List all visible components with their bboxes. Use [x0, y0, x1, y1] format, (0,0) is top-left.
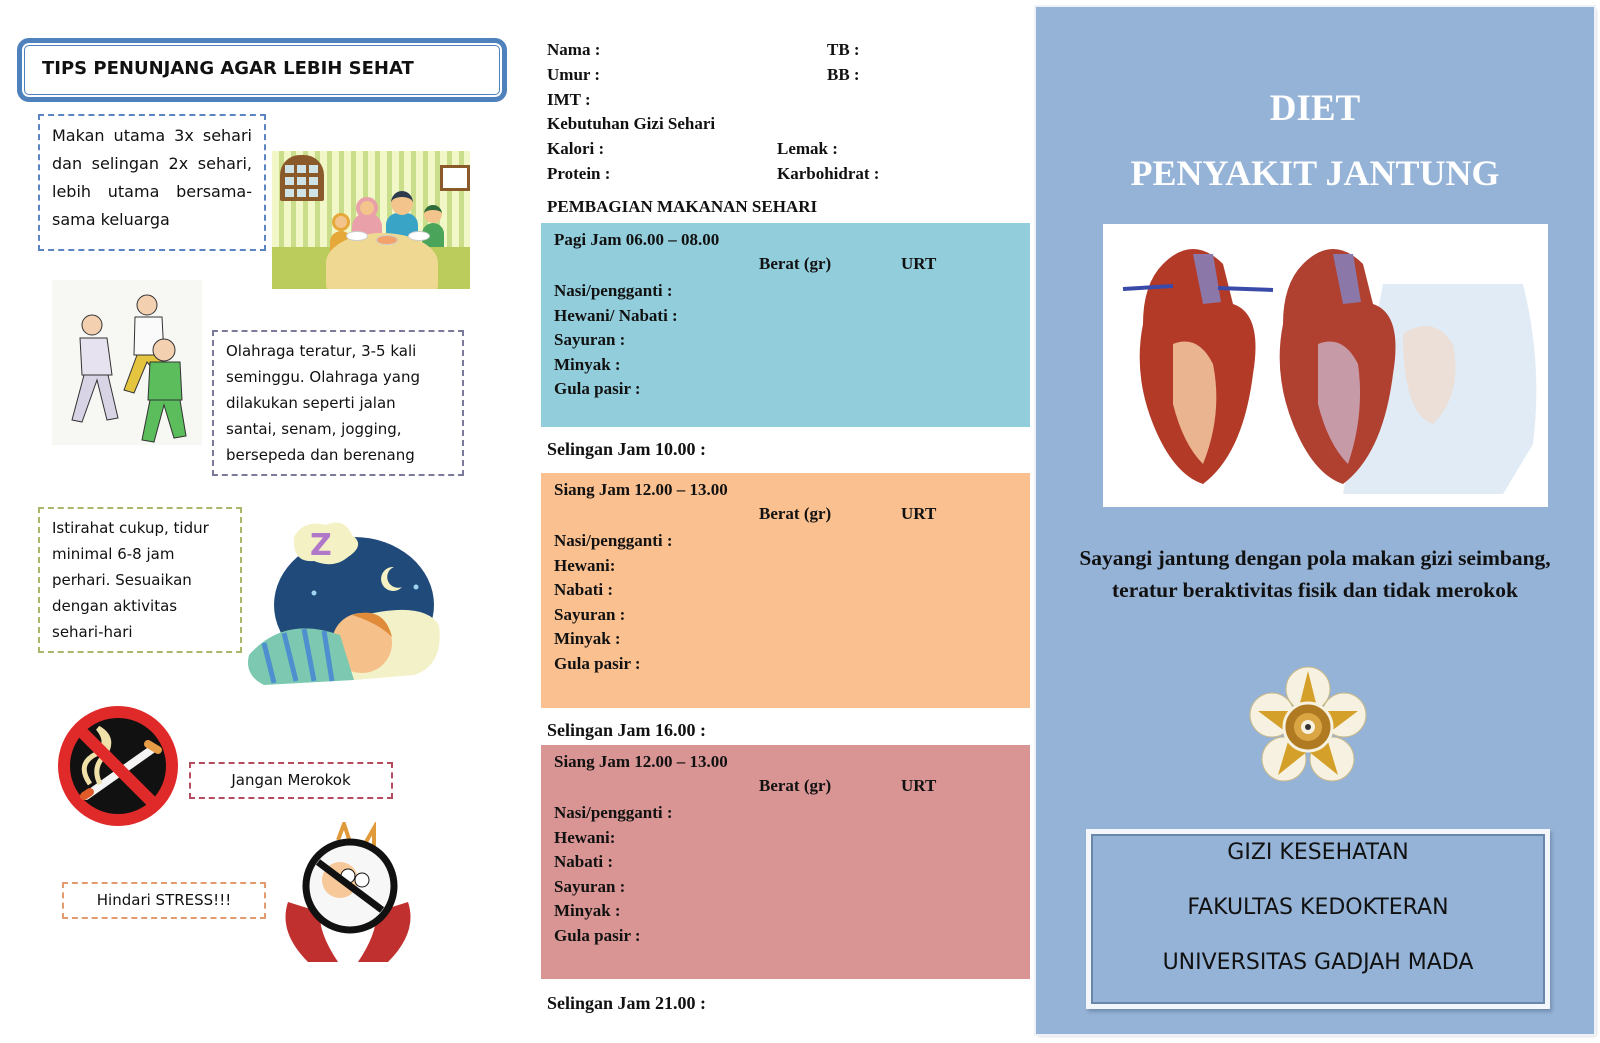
cover-title-diet: DIET [1269, 88, 1361, 129]
ugm-logo [1246, 665, 1370, 789]
meal-block-breakfast [541, 223, 1030, 427]
meal-row: Minyak : [554, 629, 621, 649]
meal-row: Nabati : [554, 852, 614, 872]
meal-row: Hewani/ Nabati : [554, 305, 678, 325]
meal-row: Gula pasir : [554, 925, 641, 945]
column-berat: Berat (gr) [759, 254, 832, 273]
tip-no-smoking: Jangan Merokok [189, 762, 393, 799]
column-urt: URT [901, 254, 937, 273]
field-nama: Nama : [547, 40, 601, 59]
meal-title: Siang Jam 12.00 – 13.00 [554, 480, 728, 499]
tip-avoid-stress: Hindari STRESS!!! [62, 882, 266, 919]
field-kebutuhan-gizi: Kebutuhan Gizi Sehari [547, 114, 716, 133]
meal-row: Gula pasir : [554, 379, 641, 399]
field-protein: Protein : [547, 164, 611, 183]
running-people-illustration [52, 280, 202, 445]
meal-row: Nasi/pengganti : [554, 281, 673, 300]
cover-slogan [1036, 542, 1594, 606]
meal-title: Siang Jam 12.00 – 13.00 [554, 752, 728, 771]
meal-row: Sayuran : [554, 876, 626, 896]
meal-row: Gula pasir : [554, 653, 641, 673]
meal-row: Nabati : [554, 580, 614, 600]
field-bb: BB : [827, 65, 860, 84]
institution-dept: GIZI KESEHATAN [1227, 840, 1409, 865]
field-tb: TB : [827, 40, 860, 59]
meal-row: Nasi/pengganti : [554, 531, 673, 550]
meal-block-lunch [541, 473, 1030, 708]
slogan-line-1: Sayangi jantung dengan pola makan gizi seimbang, [1079, 546, 1551, 570]
cover-panel [1036, 7, 1594, 1034]
field-umur: Umur : [547, 65, 601, 84]
field-karbohidrat: Karbohidrat : [777, 164, 880, 183]
heart-anatomy-illustration [1103, 224, 1548, 507]
snack-1000: Selingan Jam 10.00 : [547, 439, 707, 459]
meal-row: Nasi/pengganti : [554, 803, 673, 822]
meal-row: Minyak : [554, 901, 621, 921]
tips-title-box [17, 38, 507, 102]
tips-title: TIPS PENUNJANG AGAR LEBIH SEHAT [42, 58, 414, 79]
institution-box [1086, 829, 1550, 1009]
sleeping-child-illustration [244, 515, 444, 690]
field-lemak: Lemak : [777, 139, 838, 158]
column-urt: URT [901, 504, 937, 523]
meal-row: Hewani: [554, 827, 616, 847]
cover-title-disease: PENYAKIT JANTUNG [1130, 153, 1500, 193]
snack-1600: Selingan Jam 16.00 : [547, 720, 707, 740]
column-berat: Berat (gr) [759, 504, 832, 523]
no-smoking-icon [56, 704, 180, 828]
field-kalori: Kalori : [547, 139, 605, 158]
meal-title: Pagi Jam 06.00 – 08.00 [554, 230, 720, 249]
meal-block-dinner [541, 745, 1030, 979]
column-berat: Berat (gr) [759, 776, 832, 795]
meal-row: Minyak : [554, 354, 621, 374]
tip-eat-regularly: Makan utama 3x sehari dan selingan 2x sehari, lebih utama bersama-sama keluarga [38, 114, 266, 251]
tip-exercise: Olahraga teratur, 3-5 kali seminggu. Olahraga yang dilakukan seperti jalan santai, senam, jogging, bersepeda dan berenang [212, 330, 464, 476]
no-stress-icon [278, 822, 418, 962]
field-imt: IMT : [547, 90, 591, 109]
meal-row: Hewani: [554, 555, 616, 575]
section-title-meal-plan: PEMBAGIAN MAKANAN SEHARI [547, 197, 818, 216]
meal-row: Sayuran : [554, 604, 626, 624]
institution-faculty: FAKULTAS KEDOKTERAN [1187, 895, 1449, 920]
snack-2100: Selingan Jam 21.00 : [547, 993, 707, 1013]
meal-row: Sayuran : [554, 330, 626, 350]
tip-rest: Istirahat cukup, tidur minimal 6-8 jam perhari. Sesuaikan dengan aktivitas sehari-hari [38, 507, 242, 653]
family-dinner-illustration [272, 151, 470, 289]
slogan-line-2: teratur beraktivitas fisik dan tidak merokok [1112, 578, 1518, 602]
svg-text:Z: Z [310, 528, 332, 563]
column-urt: URT [901, 776, 937, 795]
institution-university: UNIVERSITAS GADJAH MADA [1162, 950, 1474, 975]
